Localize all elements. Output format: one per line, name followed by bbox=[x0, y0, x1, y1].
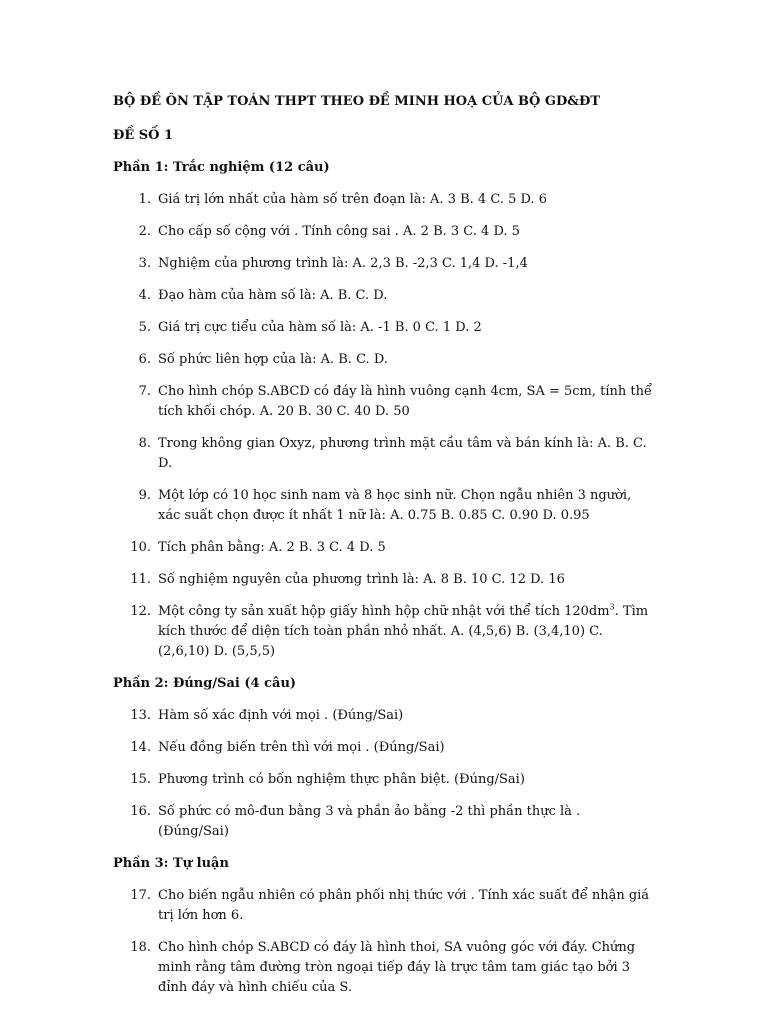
question-number: 12. bbox=[130, 604, 151, 619]
question-item bbox=[113, 434, 653, 474]
question-item bbox=[113, 938, 653, 998]
question-number: 16. bbox=[130, 804, 151, 819]
question-number: 10. bbox=[130, 540, 151, 555]
question-number: 7. bbox=[138, 384, 151, 399]
question-list-true-false bbox=[113, 706, 653, 842]
document-subtitle: ĐỀ SỐ 1 bbox=[113, 128, 174, 143]
question-number: 4. bbox=[138, 288, 151, 303]
question-item bbox=[113, 886, 653, 926]
question-number: 14. bbox=[130, 740, 151, 755]
question-text: Nếu đồng biến trên thì với mọi . (Đúng/Sai) bbox=[158, 740, 445, 755]
question-number: 13. bbox=[130, 708, 151, 723]
question-text: Nghiệm của phương trình là: A. 2,3 B. -2,3 C. 1,4 D. -1,4 bbox=[158, 256, 528, 271]
document-title: BỘ ĐỀ ÔN TẬP TOÁN THPT THEO ĐỀ MINH HOẠ CỦA BỘ GD&ĐT bbox=[113, 94, 601, 109]
question-text: Tích phân bằng: A. 2 B. 3 C. 4 D. 5 bbox=[158, 540, 386, 555]
question-number: 1. bbox=[138, 192, 151, 207]
question-number: 5. bbox=[138, 320, 151, 335]
question-item bbox=[113, 486, 653, 526]
question-item bbox=[113, 738, 653, 758]
question-item bbox=[113, 382, 653, 422]
question-item bbox=[113, 770, 653, 790]
question-text: Đạo hàm của hàm số là: A. B. C. D. bbox=[158, 288, 388, 303]
question-text: Trong không gian Oxyz, phương trình mặt cầu tâm và bán kính là: A. B. C. D. bbox=[158, 436, 647, 471]
question-text: Giá trị lớn nhất của hàm số trên đoạn là: A. 3 B. 4 C. 5 D. 6 bbox=[158, 192, 547, 207]
question-item bbox=[113, 602, 653, 662]
question-item bbox=[113, 286, 653, 306]
question-item bbox=[113, 254, 653, 274]
question-text: Cho cấp số cộng với . Tính công sai . A. 2 B. 3 C. 4 D. 5 bbox=[158, 224, 520, 239]
question-text: Cho hình chóp S.ABCD có đáy là hình vuông cạnh 4cm, SA = 5cm, tính thể tích khối chóp. A. 20 B. 30 C. 40 D. 50 bbox=[158, 384, 652, 419]
question-number: 17. bbox=[130, 888, 151, 903]
question-text: Một lớp có 10 học sinh nam và 8 học sinh nữ. Chọn ngẫu nhiên 3 người, xác suất chọn được ít nhất 1 nữ là: A. 0.75 B. 0.85 C. 0.90 D. 0.95 bbox=[158, 488, 632, 523]
question-number: 2. bbox=[138, 224, 151, 239]
question-text: Số nghiệm nguyên của phương trình là: A. 8 B. 10 C. 12 D. 16 bbox=[158, 572, 565, 587]
question-number: 9. bbox=[138, 488, 151, 503]
question-item bbox=[113, 190, 653, 210]
question-number: 18. bbox=[130, 940, 151, 955]
question-number: 11. bbox=[130, 572, 151, 587]
question-item bbox=[113, 350, 653, 370]
question-text: Số phức liên hợp của là: A. B. C. D. bbox=[158, 352, 388, 367]
question-number: 8. bbox=[138, 436, 151, 451]
section-heading-multiple-choice: Phần 1: Trắc nghiệm (12 câu) bbox=[113, 160, 330, 175]
question-number: 3. bbox=[138, 256, 151, 271]
question-text: Hàm số xác định với mọi . (Đúng/Sai) bbox=[158, 708, 404, 723]
question-item bbox=[113, 538, 653, 558]
question-text-part: Một công ty sản xuất hộp giấy hình hộp chữ nhật với thể tích 120dm bbox=[158, 604, 610, 619]
question-list-multiple-choice bbox=[113, 190, 653, 662]
superscript: 3 bbox=[609, 602, 615, 612]
document-content bbox=[113, 92, 653, 1010]
section-heading-true-false: Phần 2: Đúng/Sai (4 câu) bbox=[113, 676, 297, 691]
section-heading-essay: Phần 3: Tự luận bbox=[113, 856, 229, 871]
question-item bbox=[113, 802, 653, 842]
question-number: 15. bbox=[130, 772, 151, 787]
question-item bbox=[113, 706, 653, 726]
question-item bbox=[113, 318, 653, 338]
question-text bbox=[158, 604, 648, 659]
question-text: Cho hình chóp S.ABCD có đáy là hình thoi, SA vuông góc với đáy. Chứng minh rằng tâm đường tròn ngoại tiếp đáy là trực tâm tam giác tạo bởi 3 đỉnh đáy và hình chiếu của S. bbox=[158, 940, 636, 995]
question-text-part: . Tìm kích thước để diện tích toàn phần nhỏ nhất. A. (4,5,6) B. (3,4,10) C. (2,6,10) D. (5,5,5) bbox=[158, 604, 649, 659]
question-text: Cho biến ngẫu nhiên có phân phối nhị thức với . Tính xác suất để nhận giá trị lớn hơn 6. bbox=[158, 888, 650, 923]
question-item bbox=[113, 222, 653, 242]
question-text: Giá trị cực tiểu của hàm số là: A. -1 B. 0 C. 1 D. 2 bbox=[158, 320, 482, 335]
question-list-essay bbox=[113, 886, 653, 998]
question-item bbox=[113, 570, 653, 590]
question-number: 6. bbox=[138, 352, 151, 367]
question-text: Phương trình có bốn nghiệm thực phân biệt. (Đúng/Sai) bbox=[158, 772, 525, 787]
question-text: Số phức có mô-đun bằng 3 và phần ảo bằng -2 thì phần thực là . (Đúng/Sai) bbox=[158, 804, 581, 839]
